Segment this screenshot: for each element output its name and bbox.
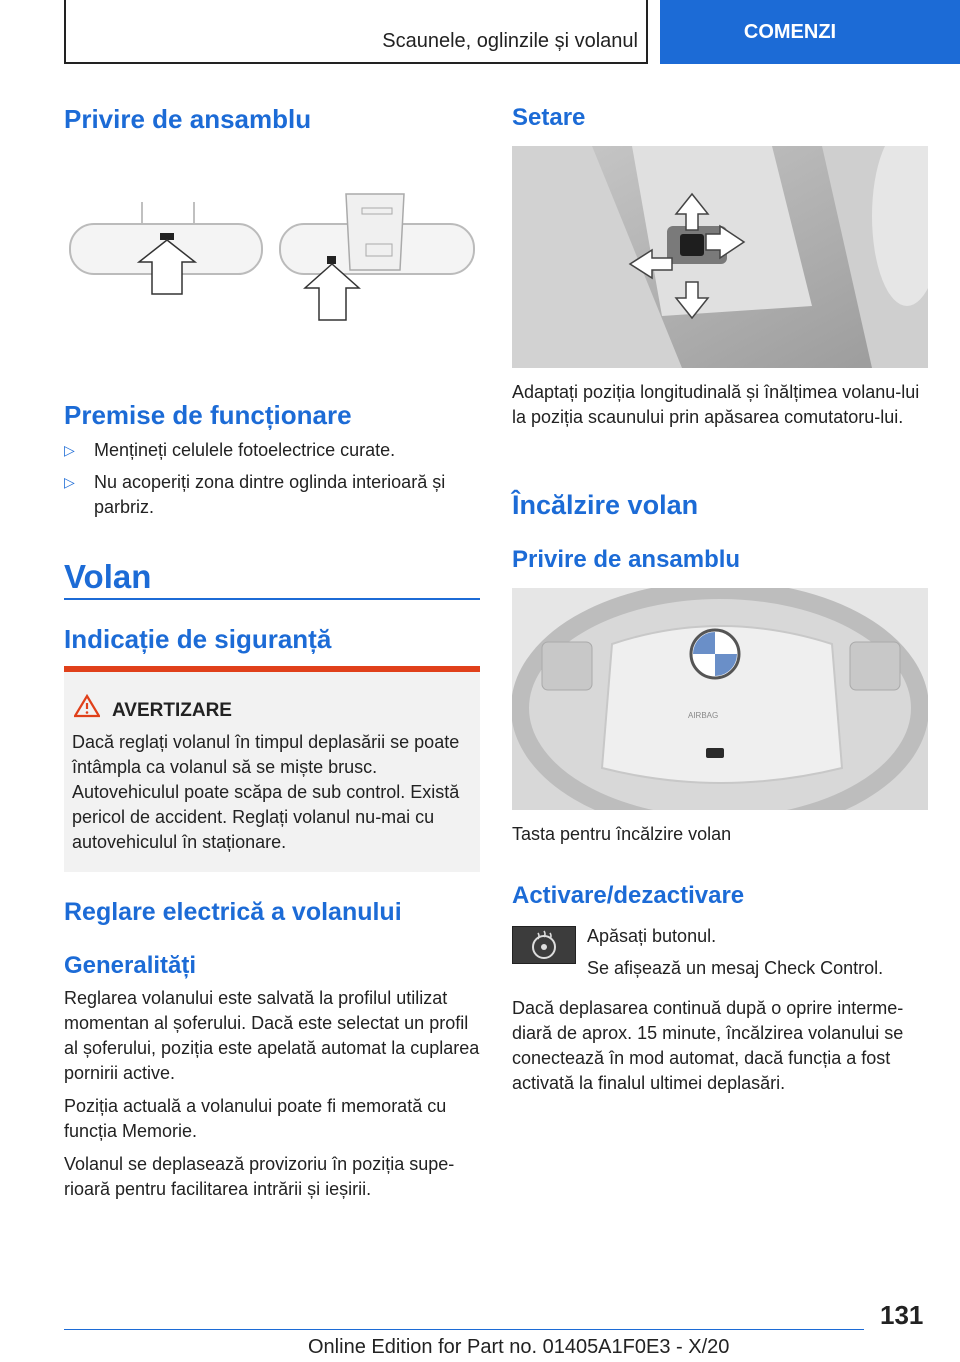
footer-edition: Online Edition for Part no. 01405A1F0E3 - X/20 bbox=[308, 1336, 730, 1358]
list-item: ▷ Nu acoperiți zona dintre oglinda interioară și parbriz. bbox=[64, 472, 446, 517]
page-number: 131 bbox=[880, 1300, 924, 1330]
heading-overview-left: Privire de ansamblu bbox=[64, 104, 312, 134]
heading-volan: Volan bbox=[64, 558, 152, 595]
paragraph-auto-activation: Dacă deplasarea continuă după o oprire interme-diară de aprox. 15 minute, încălzirea volanului se conectează în mod automat, dacă funcția a fost activată la finalul ultimei deplasări. bbox=[512, 998, 904, 1093]
warning-text: Dacă reglați volanul în timpul deplasării se poate întâmpla ca volanul să se miște brusc. Autovehiculul poate scăpa de sub control. Există pericol de accident. Reglați volanul nu-mai cu autovehiculul în staționare. bbox=[72, 732, 460, 852]
heading-premise: Premise de funcționare bbox=[64, 400, 352, 430]
heated-steering-wheel-icon bbox=[513, 927, 575, 963]
heading-general: Generalități bbox=[64, 952, 197, 979]
warning-box bbox=[64, 666, 480, 872]
heading-heat: Încălzire volan bbox=[512, 490, 699, 520]
heading-electric: Reglare electrică a volanului bbox=[64, 898, 402, 926]
heading-setare: Setare bbox=[512, 104, 586, 131]
footer-rule bbox=[64, 1329, 864, 1330]
header-section-title: Scaunele, oglinzile și volanul bbox=[382, 30, 638, 52]
airbag-label: AIRBAG bbox=[688, 711, 719, 720]
heading-safety: Indicație de siguranță bbox=[64, 624, 332, 654]
heading-activate: Activare/dezactivare bbox=[512, 882, 745, 909]
heated-wheel-button[interactable] bbox=[512, 926, 576, 964]
warning-triangle-icon bbox=[74, 694, 100, 718]
list-item: ▷ Mențineți celulele fotoelectrice curate. bbox=[64, 438, 480, 463]
paragraph-memory: Poziția actuală a volanului poate fi memorată cu funcția Memorie. bbox=[64, 1096, 447, 1141]
steering-wheel-photo bbox=[512, 588, 928, 810]
mirror-left bbox=[70, 202, 262, 294]
warning-title: AVERTIZARE bbox=[112, 700, 232, 721]
activate-step-2: Se afișează un mesaj Check Control. bbox=[587, 958, 884, 978]
bullet-triangle-icon: ▷ bbox=[64, 442, 75, 458]
paragraph-general: Reglarea volanului este salvată la profilul utilizat momentan al șoferului. Dacă este selectat un profil al șoferului, poziția este apelată automat la cuplarea pornirii active. bbox=[64, 988, 480, 1083]
header-tab-comenzi[interactable]: COMENZI bbox=[660, 0, 960, 64]
heading-overview-right: Privire de ansamblu bbox=[512, 546, 741, 573]
activate-step-1: Apăsați butonul. bbox=[587, 926, 717, 946]
caption-heat: Tasta pentru încălzire volan bbox=[512, 824, 732, 844]
mirror-right bbox=[280, 194, 474, 320]
mirror-illustration bbox=[64, 180, 480, 330]
steering-column-switch-photo bbox=[512, 146, 928, 368]
caption-setare: Adaptați poziția longitudinală și înălțimea volanu-lui la poziția scaunului prin apăsarea comutatoru-lui. bbox=[512, 382, 920, 427]
bullet-triangle-icon: ▷ bbox=[64, 474, 75, 490]
paragraph-entry: Volanul se deplasează provizoriu în poziția supe-rioară pentru facilitarea intrării și ieșirii. bbox=[64, 1154, 455, 1199]
section-rule bbox=[64, 598, 480, 600]
